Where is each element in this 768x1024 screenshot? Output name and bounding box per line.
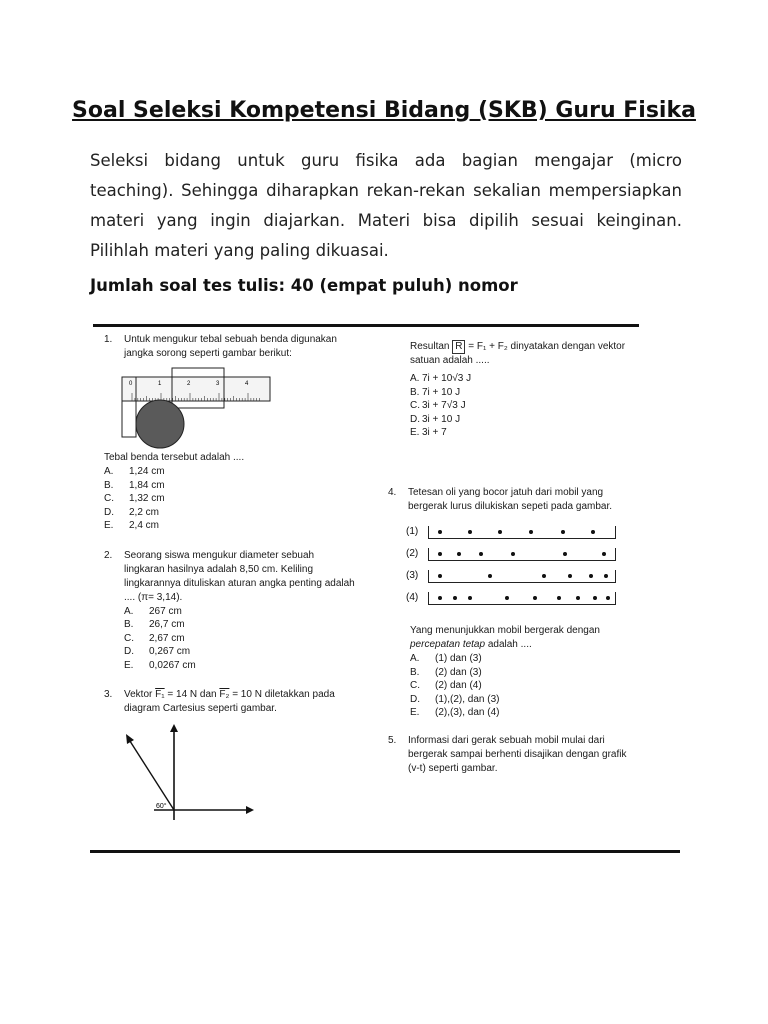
question-text: Vektor F₁ = 14 N dan F₂ = 10 N diletakkan pada diagram Cartesius seperti gambar. [124,689,335,714]
option-b: B. (2) dan (3) [410,666,482,678]
oil-drop [488,574,492,578]
oil-drop-row [428,592,616,605]
x-axis-arrow [246,806,254,814]
question-text: Seorang siswa mengukur diameter sebuah lingkaran hasilnya adalah 8,50 cm. Keliling lingkarannya dituliskan aturan angka penting adalah .... (π= 3,14). [124,549,355,603]
question-number: 5. [388,735,397,746]
oil-drop [563,552,567,556]
option-c: C. 3i + 7√3 J [410,400,466,411]
oil-drop [468,596,472,600]
q2-options [124,605,356,673]
vector-f2: F₂ [219,689,230,700]
vector-f1: F₁ [155,689,165,700]
page-title: Soal Seleksi Kompetensi Bidang (SKB) Guru Fisika [72,98,696,123]
row-label: (1) [406,526,419,537]
vector-line [128,738,174,810]
vector-arrow [126,734,134,744]
measured-object [136,400,184,448]
left-column [104,333,356,824]
bottom-divider [90,850,680,853]
option-b: B. 26,7 cm [124,619,185,630]
oil-drop [576,596,580,600]
oil-drop-diagram [406,526,626,612]
caliper-figure [114,365,274,451]
option-e: E. 2,4 cm [104,520,160,531]
scale-label-3: 3 [216,381,220,387]
oil-drop [468,530,472,534]
scale-label-2: 2 [187,381,191,387]
q3-continuation: Resultan R = F₁ + F₂ dinyatakan dengan vektor satuan adalah ..... [410,341,626,366]
oil-drop-row [428,570,616,583]
scale-label-4: 4 [245,381,249,387]
option-d: D. 2,2 cm [104,506,160,518]
option-b: B. 7i + 10 J [410,386,461,398]
question-3 [104,688,356,716]
option-a: A. 7i + 10√3 J [410,373,472,384]
oil-drop [453,596,457,600]
question-5 [388,734,638,776]
oil-drop [505,596,509,600]
oil-drop-row [428,526,616,539]
oil-drop [438,530,442,534]
oil-drop [557,596,561,600]
q1-options [104,465,356,533]
row-label: (3) [406,570,419,581]
option-c: C. 2,67 cm [124,632,185,644]
right-column [410,340,636,440]
oil-drop [542,574,546,578]
y-axis-arrow [170,724,178,732]
oil-drop [511,552,515,556]
question-4-answer [410,624,636,720]
oil-drop [479,552,483,556]
option-e: E. 3i + 7 [410,427,447,438]
option-d: D. 0,267 cm [124,646,191,657]
oil-drop [498,530,502,534]
question-number: 1. [104,334,113,345]
option-e: E. 0,0267 cm [124,659,196,671]
question-1 [104,333,356,361]
option-b: B. 1,84 cm [104,479,165,491]
option-c: C. 1,32 cm [104,493,165,504]
top-divider [93,324,639,327]
oil-drop [438,596,442,600]
row-label: (2) [406,548,419,559]
question-2 [104,549,356,605]
option-c: C. (2) dan (4) [410,680,482,691]
option-d: D. 3i + 10 J [410,413,461,425]
angle-label: 60° [156,803,167,810]
option-a: A. 267 cm [124,605,182,617]
question-number: 4. [388,487,397,498]
oil-drop [591,530,595,534]
oil-drop [602,552,606,556]
q4-options [410,652,636,720]
oil-drop [561,530,565,534]
option-a: A. 1,24 cm [104,466,165,477]
intro-paragraph: Seleksi bidang untuk guru fisika ada bagian mengajar (micro teaching). Sehingga diharapkan rekan-rekan sekalian mempersiapkan materi yang ingin diajarkan. Materi bisa dipilih sesuai keinginan. Pilihlah materi yang paling dikuasai. [90,151,682,260]
question-number: 3. [104,689,113,700]
oil-drop-row [428,548,616,561]
oil-drop [457,552,461,556]
scale-label-1: 1 [158,381,162,387]
question-text: Tetesan oli yang bocor jatuh dari mobil yang bergerak lurus dilukiskan sepeti pada gambar. [408,487,613,512]
q3-options [410,372,636,440]
oil-drop [529,530,533,534]
oil-drop [606,596,610,600]
oil-drop [438,574,442,578]
question-4 [388,486,638,514]
resultant-box: R [452,340,465,354]
row-label: (4) [406,592,419,603]
question-count: Jumlah soal tes tulis: 40 (empat puluh) nomor [90,276,518,295]
question-number: 2. [104,549,113,561]
option-a: A. (1) dan (3) [410,653,482,664]
oil-drop [533,596,537,600]
question-subtext: Tebal benda tersebut adalah .... [104,452,245,463]
oil-drop [589,574,593,578]
oil-drop [568,574,572,578]
cartesian-diagram [114,724,254,824]
oil-drop [593,596,597,600]
oil-drop [438,552,442,556]
option-d: D. (1),(2), dan (3) [410,693,500,705]
question-subtext: Yang menunjukkan mobil bergerak dengan percepatan tetap adalah .... [410,625,600,650]
scale-label-0: 0 [129,381,133,387]
question-text: Untuk mengukur tebal sebuah benda digunakan jangka sorong seperti gambar berikut: [124,334,337,359]
option-e: E. (2),(3), dan (4) [410,707,500,718]
question-text: Informasi dari gerak sebuah mobil mulai dari bergerak sampai berhenti disajikan dengan grafik (v-t) seperti gambar. [408,735,627,774]
oil-drop [604,574,608,578]
